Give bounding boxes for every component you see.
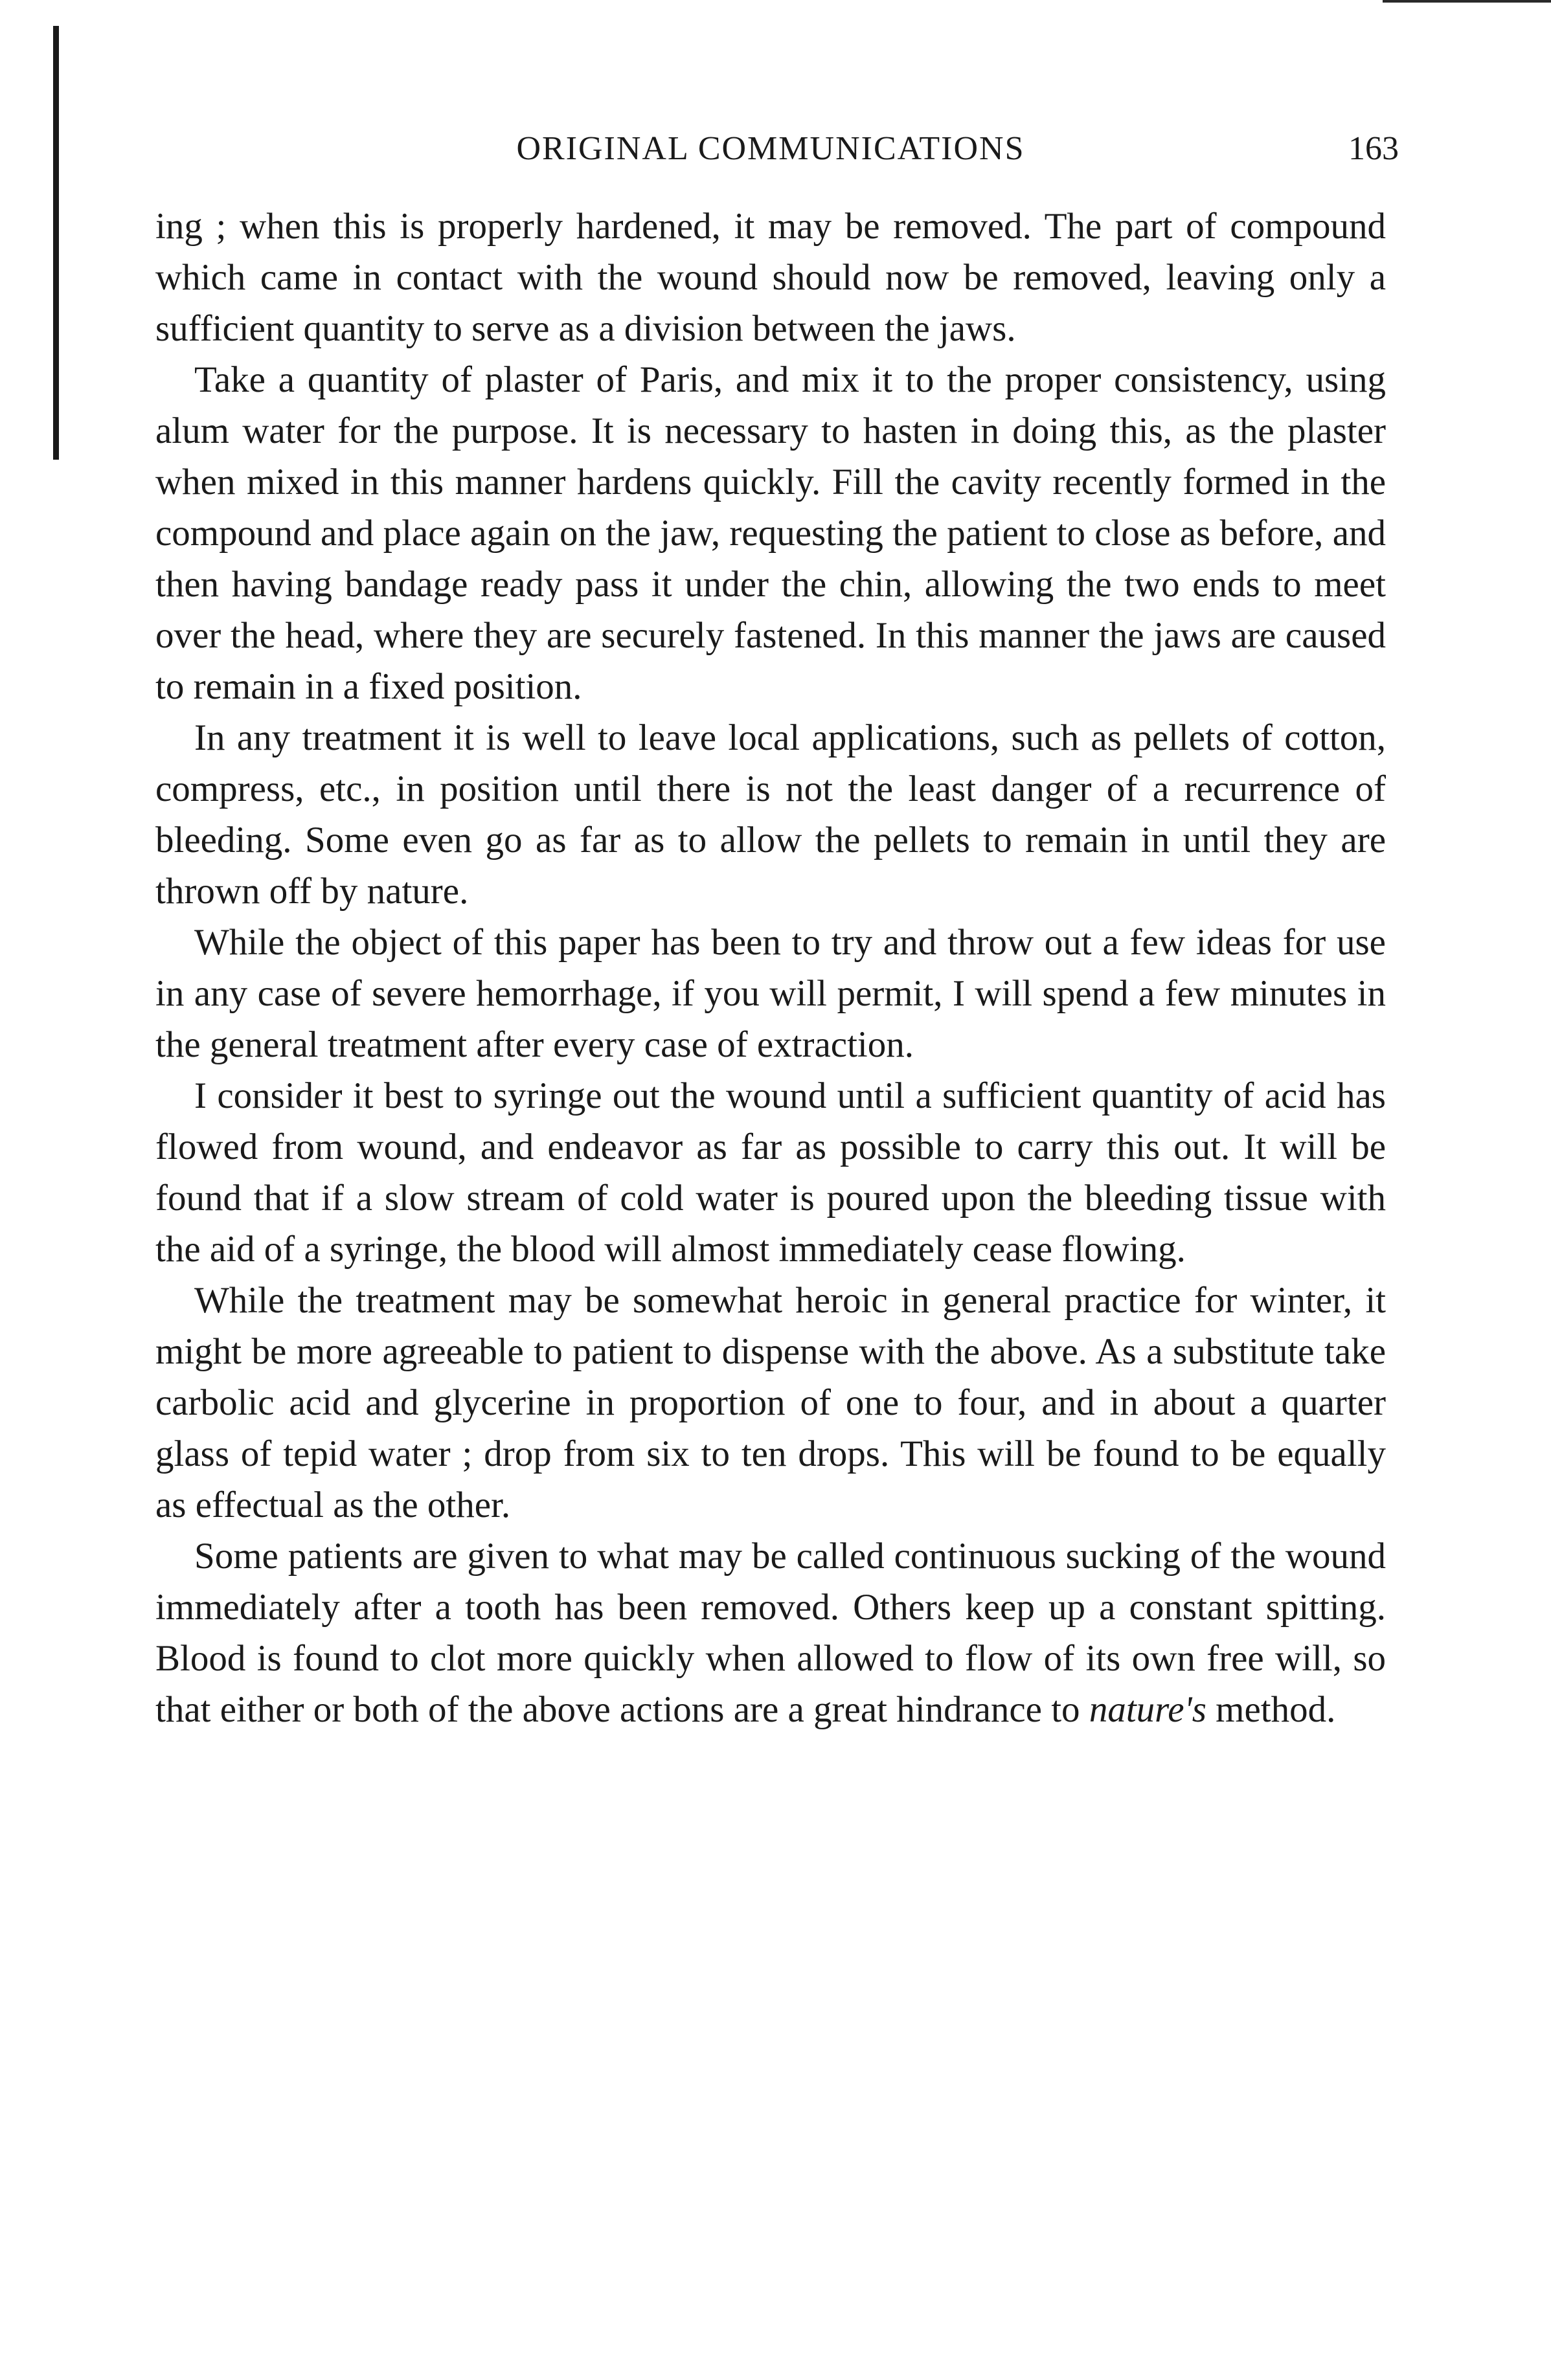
paragraph-3: In any treatment it is well to leave local applications, such as pellets of cotton, compress, etc., in position until there is not the least danger of a recurrence of bleeding. Some even go as far as to allow the pellets to remain in until they are thrown off by nature. <box>155 717 1386 912</box>
page-number: 163 <box>1348 130 1399 167</box>
page <box>155 129 1399 1735</box>
paragraph-4: While the object of this paper has been to try and throw out a few ideas for use in any case of severe hemorrhage, if you will permit, I will spend a few minutes in the general treatment after every case of extraction. <box>155 922 1386 1065</box>
body-text <box>155 201 1386 1735</box>
paragraph-2: Take a quantity of plaster of Paris, and mix it to the proper consistency, using alum water for the purpose. It is necessary to hasten in doing this, as the plaster when mixed in this manner hardens quickly. Fill the cavity recently formed in the compound and place again on the jaw, requesting the patient to close as before, and then having bandage ready pass it under the chin, allowing the two ends to meet over the head, where they are securely fastened. In this manner the jaws are caused to remain in a fixed position. <box>155 359 1386 707</box>
paragraph-7-emphasis: nature's <box>1089 1689 1206 1730</box>
paragraph-7 <box>155 1531 1386 1735</box>
paragraph-5: I consider it best to syringe out the wound until a sufficient quantity of acid has flowed from wound, and endeavor as far as possible to carry this out. It will be found that if a slow stream of cold water is poured upon the bleeding tissue with the aid of a syringe, the blood will almost immediately cease flowing. <box>155 1075 1386 1270</box>
running-title: ORIGINAL COMMUNICATIONS <box>516 130 1025 167</box>
binding-edge-line <box>53 26 59 460</box>
paragraph-6: While the treatment may be somewhat heroic in general practice for winter, it might be more agreeable to patient to dispense with the above. As a substitute take carbolic acid and glycerine in proportion of one to four, and in about a quarter glass of tepid water ; drop from six to ten drops. This will be found to be equally as effectual as the other. <box>155 1280 1386 1525</box>
paragraph-1: ing ; when this is properly hardened, it may be removed. The part of compound which came in contact with the wound should now be removed, leaving only a sufficient quantity to serve as a division between the jaws. <box>155 206 1386 349</box>
running-head <box>155 129 1399 201</box>
paragraph-7-text: Some patients are given to what may be called continuous sucking of the wound immediately after a tooth has been removed. Others keep up a constant spitting. Blood is found to clot more quickly when allowed to flow of its own free will, so that either or both of the above actions are a great hindrance to <box>155 1536 1386 1730</box>
paragraph-7-tail: method. <box>1206 1689 1336 1730</box>
corner-rule <box>1383 0 1551 3</box>
